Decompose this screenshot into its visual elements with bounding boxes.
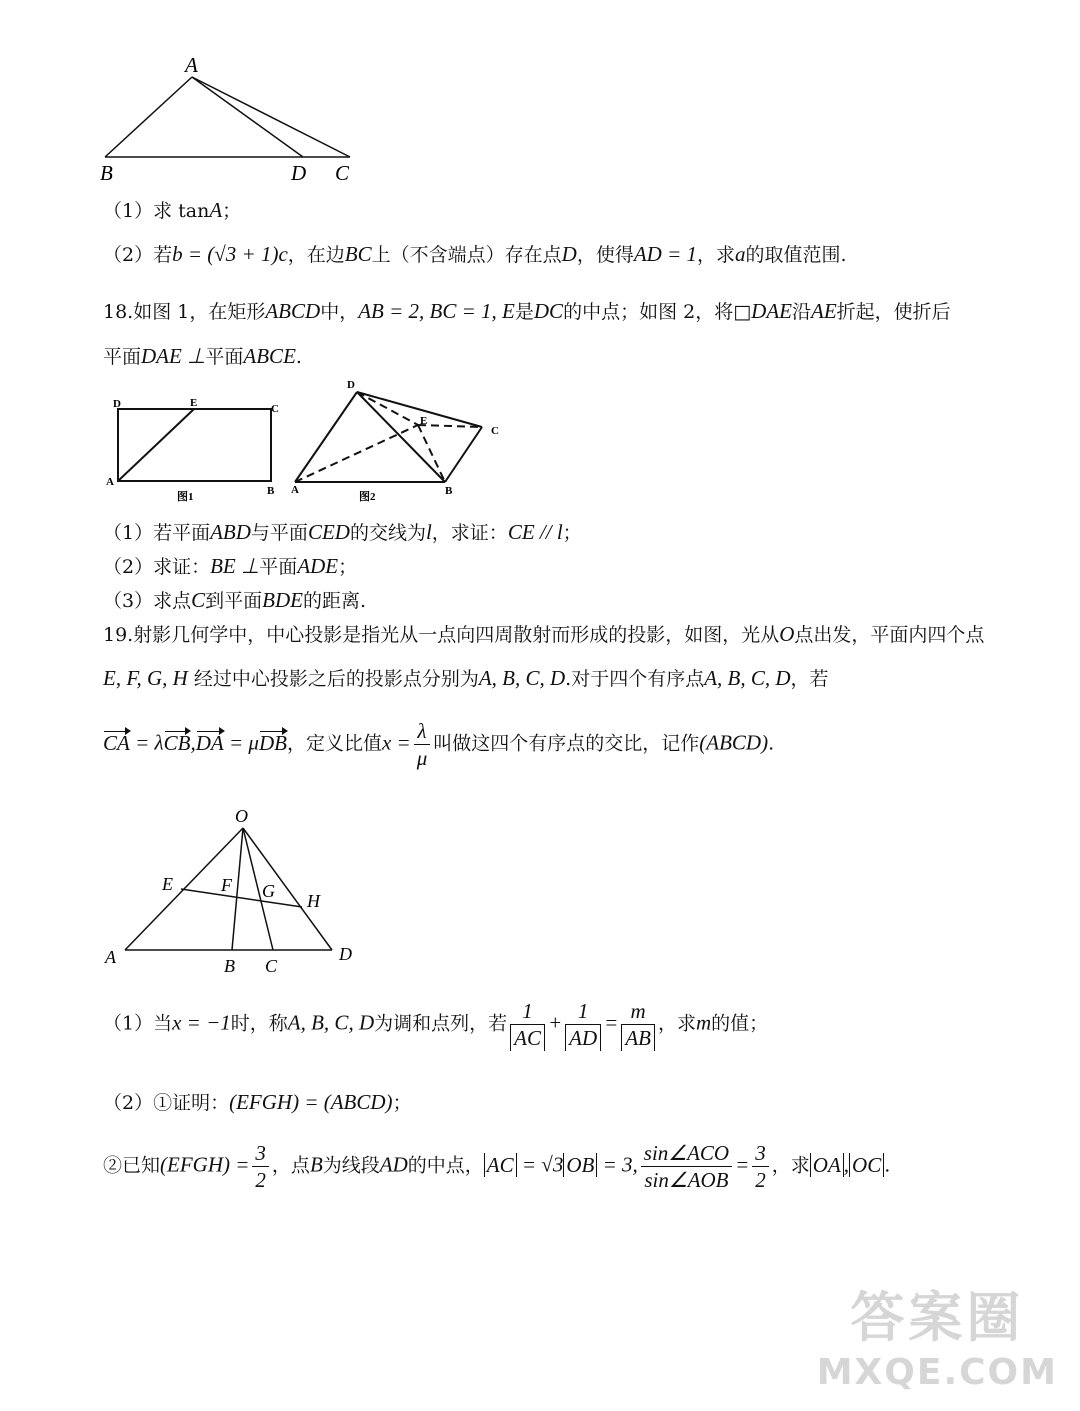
fig1-caption: 图1 <box>177 491 194 503</box>
fig2-caption: 图2 <box>359 491 376 503</box>
fig1-label-d: D <box>113 398 121 410</box>
q19-stem-line2: E, F, G, H 经过中心投影之后的投影点分别为A, B, C, D.对于四个有序点A, B, C, D，若 <box>103 666 829 690</box>
fig1-label-b: B <box>267 485 275 497</box>
fig2-label-e: E <box>420 415 428 427</box>
label-a: A <box>185 53 198 77</box>
q18-part2: （2）求证：BE ⊥平面ADE； <box>103 554 358 578</box>
fig1-label-a: A <box>106 476 114 488</box>
label-a: A <box>105 947 116 967</box>
label-o: O <box>235 806 248 826</box>
label-b: B <box>100 161 113 185</box>
projection-figure <box>95 800 365 980</box>
label-c: C <box>265 956 278 976</box>
q19-part2-2: ②已知(EFGH) = $\frac{3}{2}$ ，点B为线段AD的中点， AC = √3 OB = 3, $\frac{\text{sin∠ACO}}{\text{sin∠AOB}}$ = $\frac{3}{2}$ ，求 OA , OC . <box>103 1141 891 1192</box>
watermark-logo <box>817 1275 1058 1393</box>
q18-stem-line2: 平面DAE ⊥平面ABCE. <box>103 344 302 368</box>
fig1-label-c: C <box>271 403 279 415</box>
folded-figure-2 <box>285 375 510 505</box>
label-g: G <box>262 881 275 901</box>
q18-part1: （1）若平面ABD与平面CED的交线为l，求证：CE // l； <box>103 520 582 544</box>
triangle-figure <box>95 52 365 187</box>
q18-part3: （3）求点C到平面BDE的距离. <box>103 588 366 612</box>
q18-stem-line1: 18.如图 1，在矩形ABCD中，AB = 2, BC = 1, E是DC的中点；如图 2，将□DAE沿AE折起，使折后 <box>103 299 951 323</box>
label-d: D <box>339 944 352 964</box>
label-e: E <box>162 874 173 894</box>
label-f: F <box>221 875 232 895</box>
rectangle-figure-1 <box>105 392 285 504</box>
fig2-label-a: A <box>291 484 299 496</box>
label-h: H <box>307 891 320 911</box>
q19-stem-line3: CA = λCB,DA = μDB，定义比值x = $\frac{\lambda}{\mu}$ 叫做这四个有序点的交比，记作(ABCD). <box>103 719 775 770</box>
q19-part1: （1）当x = −1时，称A, B, C, D为调和点列，若 $\frac{1}{AC}$ + $\frac{1}{AD}$ = $\frac{m}{AB}$ ，求m的值； <box>103 999 769 1050</box>
label-d: D <box>291 161 307 185</box>
label-c: C <box>335 161 350 185</box>
q19-part2-1: （2）①证明：(EFGH) = (ABCD)； <box>103 1090 412 1114</box>
fig2-label-c: C <box>491 425 499 437</box>
watermark-url: MXQE.COM <box>816 1352 1058 1393</box>
fig2-label-d: D <box>347 379 355 391</box>
watermark-text: 答案圈 <box>850 1286 1025 1349</box>
fig2-label-b: B <box>445 485 453 497</box>
label-b: B <box>224 956 235 976</box>
q19-stem-line1: 19.射影几何学中，中心投影是指光从一点向四周散射而形成的投影，如图，光从O点出发，平面内四个点 <box>103 622 985 646</box>
fig1-label-e: E <box>190 397 198 409</box>
q17-part2: （2）若b = (√3 + 1)c，在边BC上（不含端点）存在点D，使得AD = 1，求a的取值范围. <box>103 242 847 266</box>
q17-part1: （1）求 tanA； <box>103 198 242 222</box>
